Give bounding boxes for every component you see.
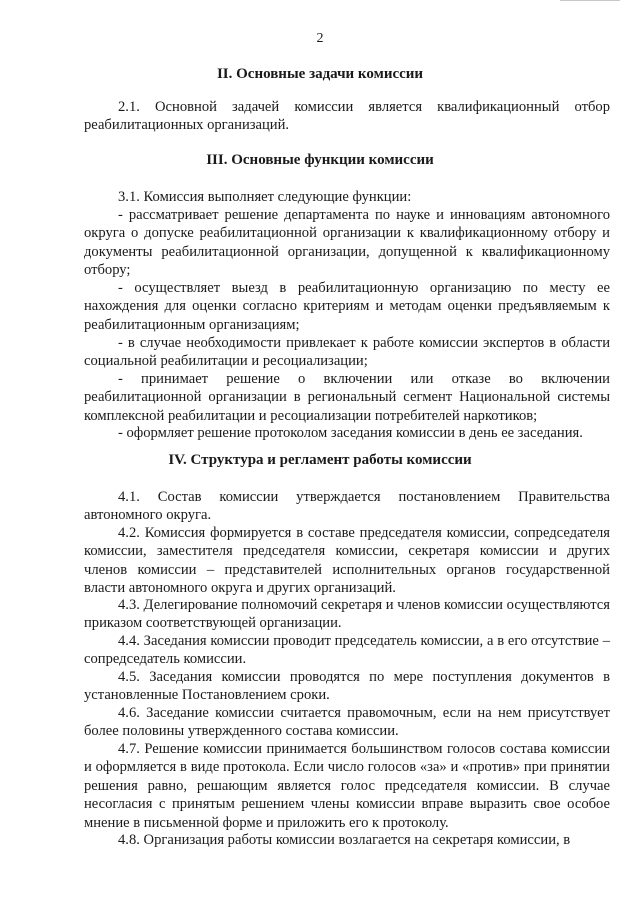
section-2-title: II. Основные задачи комиссии <box>216 66 424 82</box>
section-4-title: IV. Структура и регламент работы комиссии <box>168 452 472 468</box>
paragraph-4-4: 4.4. Заседания комиссии проводит председатель комиссии, а в его отсутствие – сопредседатель комиссии. <box>84 633 610 668</box>
scan-edge-mark <box>560 0 620 1</box>
paragraph-4-2: 4.2. Комиссия формируется в составе председателя комиссии, сопредседателя комиссии, заместителя председателя комиссии, секретаря комиссии и других членов комиссии – представителей исполнительных органов государственной власти автономного округа и других организаций. <box>84 525 610 597</box>
paragraph-2-1: 2.1. Основной задачей комиссии является квалификационный отбор реабилитационных организаций. <box>84 99 610 134</box>
list-item-3-e: - оформляет решение протоколом заседания комиссии в день ее заседания. <box>118 425 583 441</box>
paragraph-4-7: 4.7. Решение комиссии принимается большинством голосов состава комиссии и оформляется в виде протокола. Если число голосов «за» и «против» при принятии решения равно, решающим является голос председателя комиссии. В случае несогласия с принятым решением члены комиссии вправе выразить свое особое мнение в письменной форме и приложить его к протоколу. <box>84 741 610 831</box>
paragraph-3-1: 3.1. Комиссия выполняет следующие функции: <box>118 189 412 205</box>
list-item-3-d: - принимает решение о включении или отказе во включении реабилитационной организации в региональный сегмент Национальной системы комплексной реабилитации и ресоциализации потребителей наркотиков; <box>84 371 610 424</box>
paragraph-4-3: 4.3. Делегирование полномочий секретаря и членов комиссии осуществляются приказом соответствующей организации. <box>84 597 610 632</box>
list-item-3-a: - рассматривает решение департамента по науке и инновациям автономного округа о допуске реабилитационной организации к квалификационному отбору и документы реабилитационной организации, допущенной к квалификационному отбору; <box>84 207 610 279</box>
paragraph-4-1: 4.1. Состав комиссии утверждается постановлением Правительства автономного округа. <box>84 489 610 524</box>
list-item-3-c: - в случае необходимости привлекает к работе комиссии экспертов в области социальной реабилитации и ресоциализации; <box>84 335 610 370</box>
section-3-title: III. Основные функции комиссии <box>206 152 434 168</box>
paragraph-4-5: 4.5. Заседания комиссии проводятся по мере поступления документов в установленные Постановлением сроки. <box>84 669 610 704</box>
list-item-3-b: - осуществляет выезд в реабилитационную организацию по месту ее нахождения для оценки согласно критериям и методам оценки предъявляемым к реабилитационным организациям; <box>84 280 610 333</box>
paragraph-4-8: 4.8. Организация работы комиссии возлагается на секретаря комиссии, в <box>118 832 571 848</box>
paragraph-4-6: 4.6. Заседание комиссии считается правомочным, если на нем присутствует более половины утвержденного состава комиссии. <box>84 705 610 740</box>
page-number: 2 <box>316 31 324 46</box>
